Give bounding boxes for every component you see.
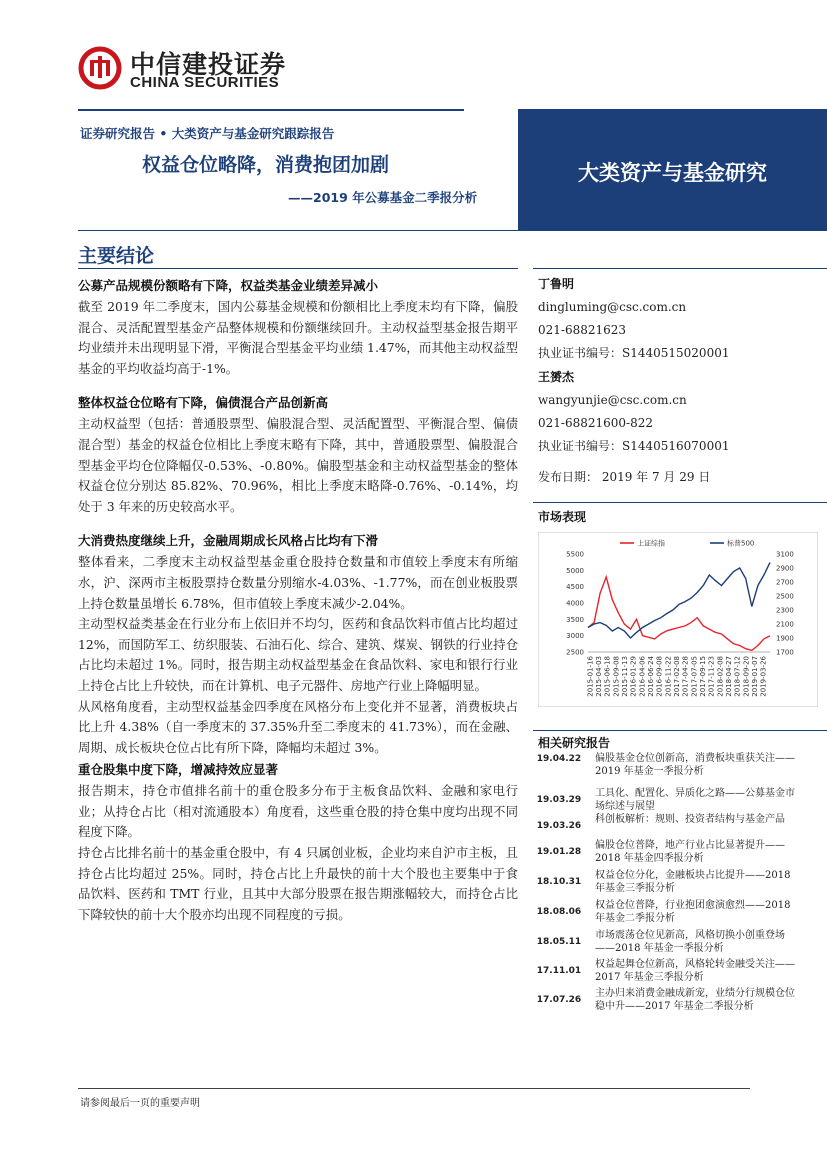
related-text: 权益仓位普降，行业抱团愈演愈烈——2018 年基金二季报分析 [595,900,791,924]
footer-rule [78,1088,750,1089]
related-date: 17.07.26 [536,995,582,1005]
block-heading: 重仓股集中度下降，增减持效应显著 [78,762,279,778]
related-text: 市场震荡仓位见新高，风格切换小创重登场——2018 年基金一季报分析 [595,930,785,954]
header-rule-top [78,109,464,111]
right-axis-tick-label: 2300 [776,606,794,615]
x-axis-tick-label: 2016-09-08 [655,656,664,697]
x-axis-tick-label: 2018-09-20 [742,656,751,697]
header-rule-bottom [78,230,827,231]
analyst-email[interactable]: wangyunjie@csc.com.cn [538,393,687,407]
right-axis-tick-label: 2900 [776,564,794,573]
x-axis-tick-label: 2015-04-03 [595,656,603,697]
x-axis-tick-label: 2015-01-16 [586,656,595,697]
related-date: 17.11.01 [536,966,582,976]
block-heading: 公募产品规模份额略有下降，权益类基金业绩差异减小 [78,278,379,293]
x-axis-tick-label: 2018-02-08 [716,656,725,697]
conclusion-block-3 [78,531,518,758]
conclusion-block-1 [78,276,518,379]
related-text: 偏股仓位普降，地产行业占比显著提升——2018 年基金四季报分析 [595,840,785,864]
related-item[interactable] [533,958,823,987]
block-paragraph: 持仓占比排名前十的基金重仓股中，有 4 只属创业板，企业均来自沪市主板，且持仓占比均超过 25%。同时，持仓占比上升最快的前十大个股也主要集中于食品饮料、医药和 TMT 行业，且其中大部分股票在报告期涨幅较大，而持仓占比下降较快的前十大个股亦均出现不同程度的亏损。 [78,845,518,922]
brand-name-en: CHINA SECURITIES [130,74,280,91]
analyst-cert: 执业证书编号：S1440516070001 [538,439,730,453]
block-heading: 大消费热度继续上升，金融周期成长风格占比均有下滑 [78,533,379,549]
publish-date: 发布日期： 2019 年 7 月 29 日 [538,470,711,484]
right-axis-tick-label: 3100 [776,550,794,559]
main-content [78,276,518,925]
x-axis-tick-label: 2019-03-26 [759,656,768,697]
block-heading: 整体权益仓位略有下降，偏债混合产品创新高 [78,395,329,411]
x-axis-tick-label: 2017-07-05 [690,656,699,697]
x-axis-tick-label: 2017-09-15 [699,656,707,697]
x-axis-tick-label: 2016-11-22 [664,656,673,697]
related-list [533,752,823,1029]
left-axis-tick-label: 3500 [566,615,584,624]
conclusion-block-4 [78,760,518,925]
left-axis-tick-label: 5500 [566,550,584,559]
analyst-name: 丁鲁明 [538,277,575,291]
legend-label: 标普500 [727,539,755,548]
x-axis-tick-label: 2015-11-13 [621,656,629,697]
related-item[interactable] [533,899,823,929]
related-text: 主办归来消费金融成新宠，业绩分行规模仓位稳中升——2017 年基金二季报分析 [595,988,795,1012]
brand-logo [78,44,308,94]
x-axis-tick-label: 2016-01-29 [629,656,638,697]
block-paragraph: 主动型权益类基金在行业分布上依旧并不均匀，医药和食品饮料市值占比均超过 12%，而国防军工、纺织服装、石油石化、综合、建筑、煤炭、钢铁的行业持仓占比均未超过 1%。同时，报告期主动权益型基金在食品饮料、家电和银行行业上持仓占比上升较快，而在计算机、电子元器件、房地产行业上降幅明显。 [78,616,518,693]
market-performance-chart [538,532,818,707]
related-date: 19.03.29 [536,795,582,805]
related-text: 权益起舞仓位新高，风格轮转金融受关注——2017 年基金三季报分析 [595,959,795,983]
x-axis-tick-label: 2018-07-12 [733,656,742,697]
right-axis-tick-label: 1700 [776,648,794,657]
page-title: 权益仓位略降，消费抱团加剧 [142,154,390,176]
footer-note: 请参阅最后一页的重要声明 [80,1098,200,1109]
x-axis-tick-label: 2018-04-27 [725,656,733,697]
related-title: 相关研究报告 [538,736,611,750]
related-date: 18.10.31 [536,877,582,887]
block-paragraph: 从风格角度看，主动型权益基金四季度在风格分布上变化并不显著，消费板块占比上升 4.38%（自一季度末的 37.35%升至二季度末的 41.73%），而在金融、周期、成长板块仓位占比有所下降，降幅均未超过 3%。 [78,698,518,755]
section-title: 主要结论 [78,245,155,267]
brand-name-cn: 中信建投证券 [130,50,287,79]
analyst-card [538,272,818,365]
related-date: 19.04.22 [536,754,582,764]
page-subtitle: ——2019 年公募基金二季报分析 [288,190,478,205]
legend-label: 上证综指 [637,539,665,548]
x-axis-tick-label: 2015-09-08 [612,656,621,697]
block-paragraph: 整体看来，二季度末主动权益型基金重仓股持仓数量和市值较上季度末有所缩水，沪、深两市主板股票持仓数量分别缩水-4.03%、-1.77%，而在创业板股票上持仓数量虽增长 6.78%，但市值较上季度末减少-2.04%。 [78,554,518,611]
related-date: 18.08.06 [536,907,582,917]
sidebar-rule-top [533,268,827,269]
x-axis-tick-label: 2017-04-28 [681,656,690,697]
related-item[interactable] [533,839,823,869]
right-axis-tick-label: 2100 [776,620,794,629]
related-item[interactable] [533,752,823,787]
related-item[interactable] [533,813,823,839]
sidebar-rule-mid [533,502,827,503]
analyst-name: 王赟杰 [538,370,575,384]
block-paragraph: 报告期末，持仓市值排名前十的重仓股多分布于主板食品饮料、金融和家电行业；从持仓占比（相对流通股本）角度看，这些重仓股的持仓集中度均出现不同程度下降。 [78,783,518,840]
related-item[interactable] [533,869,823,899]
sidebar-rule-related [533,730,827,731]
related-text: 工具化、配置化、异质化之路——公募基金市场综述与展望 [595,788,795,812]
x-axis-tick-label: 2016-06-24 [647,656,655,697]
related-text: 权益仓位分化，金融板块占比提升——2018 年基金三季报分析 [595,870,791,894]
banner-title: 大类资产与基金研究 [518,150,827,194]
related-date: 19.03.26 [536,821,582,831]
related-text: 偏股基金仓位创新高，消费板块重获关注——2019 年基金一季报分析 [595,753,795,777]
right-axis-tick-label: 2500 [776,592,794,601]
related-item[interactable] [533,929,823,958]
related-item[interactable] [533,987,823,1029]
right-axis-tick-label: 2700 [776,578,794,587]
related-item[interactable] [533,787,823,813]
left-axis-tick-label: 2500 [566,648,584,657]
analyst-phone: 021-68821600-822 [538,416,653,430]
block-paragraph: 主动权益型（包括：普通股票型、偏股混合型、灵活配置型、平衡混合型、偏债混合型）基金的权益仓位相比上季度末略有下降，其中，普通股票型、偏股混合型基金平均仓位降幅仅-0.53%、-0.80%。偏股型基金和主动权益型基金的整体权益仓位分别达 85.82%、70.96%，相比上季度末略降-0.76%、-0.14%，均处于 3 年来的历史较高水平。 [78,416,518,514]
csc-logo-icon [78,46,122,90]
right-axis-tick-label: 1900 [776,634,794,643]
analyst-card [538,365,818,458]
left-axis-tick-label: 4500 [566,583,584,592]
market-title: 市场表现 [538,510,587,524]
block-paragraph: 截至 2019 年二季度末，国内公募基金规模和份额相比上季度末均有下降，偏股混合、灵活配置型基金产品整体规模和份额继续回升。主动权益型基金报告期平均业绩并未出现明显下滑，平衡混合型基金平均业绩 1.47%，而其他主动权益型基金的平均收益均高于-1%。 [78,299,518,376]
section-rule [78,268,518,269]
x-axis-tick-label: 2015-06-18 [603,656,612,697]
left-axis-tick-label: 5000 [566,566,584,575]
x-axis-tick-label: 2017-11-23 [707,656,716,697]
analyst-cert: 执业证书编号：S1440515020001 [538,346,730,360]
left-axis-tick-label: 4000 [566,599,584,608]
report-type: 证券研究报告 • 大类资产与基金研究跟踪报告 [80,126,335,141]
conclusion-block-2 [78,393,518,517]
analyst-email[interactable]: dingluming@csc.com.cn [538,300,687,314]
x-axis-tick-label: 2016-04-06 [638,656,647,697]
left-axis-tick-label: 3000 [566,632,584,641]
related-date: 18.05.11 [536,937,582,947]
x-axis-tick-label: 2017-02-08 [673,656,681,697]
x-axis-tick-label: 2019-01-07 [751,656,759,697]
related-text: 科创板解析：规则、投资者结构与基金产品 [595,814,785,825]
analysts [538,272,818,489]
analyst-phone: 021-68821623 [538,323,627,337]
related-date: 19.01.28 [536,847,582,857]
